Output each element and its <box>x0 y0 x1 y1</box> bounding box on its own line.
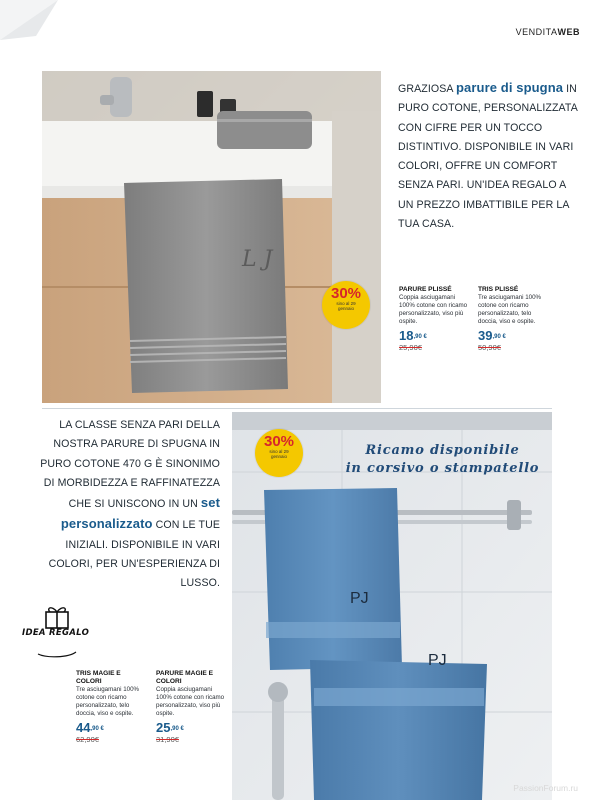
copy1-before: GRAZIOSA <box>398 83 457 95</box>
copy1-highlight: parure di spugna <box>456 80 564 95</box>
discount-percent: 30% <box>263 433 295 450</box>
product-price: $25^{,90 €}$ <box>156 720 184 735</box>
product-parure-magie-e-colori <box>156 670 228 744</box>
gift-idea-label: IDEA REGALO <box>22 628 90 638</box>
corner-fold-decoration <box>0 0 90 55</box>
product-old-price: 25,90€ <box>399 343 422 352</box>
product-price: $39^{,90 €}$ <box>478 328 506 343</box>
product-desc: Tre asciugamani 100% cotone con ricamo personalizzato, telo doccia, viso e ospite. <box>76 686 140 717</box>
product-tris-magie-e-colori <box>76 670 148 744</box>
header-left: VENDITA <box>515 27 558 37</box>
grey-towel-photo <box>42 71 381 403</box>
product-name: TRIS MAGIE E COLORI <box>76 670 121 685</box>
product-name: PARURE MAGIE E COLORI <box>156 670 214 685</box>
discount-note: sino al 29 gennaio <box>269 449 289 459</box>
monogram-blue-2: PJ <box>428 652 447 669</box>
product-old-price: 31,90€ <box>156 735 179 744</box>
discount-note: sino al 29 gennaio <box>336 301 356 311</box>
monogram-grey: L J <box>242 247 273 272</box>
product-name: TRIS PLISSÉ <box>478 286 519 293</box>
discount-badge <box>255 429 303 477</box>
embroidery-caption-line2: in corsivo o stampatello <box>345 461 540 476</box>
embroidery-caption-line1: Ricamo disponibile <box>365 443 520 458</box>
product-desc: Coppia asciugamani 100% cotone con ricamo personalizzato, viso più ospite. <box>399 294 468 325</box>
section-divider <box>42 408 552 409</box>
product-desc: Coppia asciugamani 100% cotone con ricamo personalizzato, viso più ospite. <box>156 686 225 717</box>
copy2-highlight: set personalizzato <box>60 495 220 532</box>
product-desc: Tre asciugamani 100% cotone con ricamo personalizzato, telo doccia, viso e ospite. <box>478 294 542 325</box>
discount-badge <box>322 281 370 329</box>
product-parure-plisse <box>399 286 469 352</box>
header-right: WEB <box>557 27 580 37</box>
section-header <box>516 27 580 37</box>
product-old-price: 62,90€ <box>76 735 99 744</box>
product-name: PARURE PLISSÉ <box>399 286 452 293</box>
copy-block-2 <box>40 416 220 594</box>
grey-towel-illustration <box>42 71 381 403</box>
watermark: PassionForum.ru <box>513 783 578 793</box>
monogram-blue-1: PJ <box>350 590 369 607</box>
copy2-after: CON LE TUE INIZIALI. DISPONIBILE IN VARI COLORI, PER UN'ESPERIENZA DI LUSSO. <box>48 519 220 590</box>
discount-percent: 30% <box>330 285 362 302</box>
copy2-before: LA CLASSE SENZA PARI DELLA NOSTRA PARURE DI SPUGNA IN PURO COTONE 470 G È SINONIMO DI MORBIDEZZA E RAFFINATEZZA CHE SI UNISCONO IN UN <box>40 419 220 511</box>
product-tris-plisse <box>478 286 550 352</box>
product-price: $18^{,90 €}$ <box>399 328 427 343</box>
copy1-after: IN PURO COTONE, PERSONALIZZATA CON CIFRE PER UN TOCCO DISTINTIVO. DISPONIBILE IN VARI COLORI, OFFRE UN COMFORT SENZA PARI. UN'IDEA REGALO A UN PREZZO IMBATTIBILE PER LA TUA CASA. <box>398 83 578 231</box>
copy-block-1 <box>398 78 578 234</box>
embroidery-caption <box>340 442 545 478</box>
product-old-price: 50,90€ <box>478 343 501 352</box>
product-price: $44^{,90 €}$ <box>76 720 104 735</box>
